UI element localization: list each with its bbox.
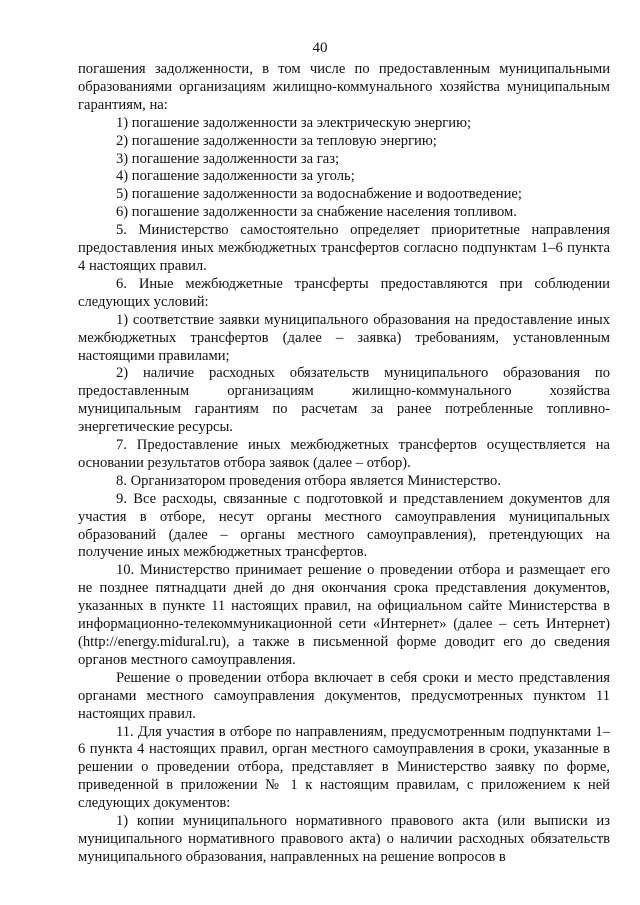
paragraph-10: 10. Министерство принимает решение о проведении отбора и размещает его не позднее пятнадцати дней до дня окончания срока представления документов, указанных в пункте 11 настоящих правил, на официальном сайте Министерства в информационно-телекоммуникационной сети «Интернет» (далее – сеть Интернет) (http://energy.midural.ru), а также в письменной форме доводит его до сведения органов местного самоуправления. xyxy=(78,562,610,668)
paragraph-7: 7. Предоставление иных межбюджетных трансфертов осуществляется на основании результатов отбора заявок (далее – отбор). xyxy=(78,437,610,471)
paragraph-9: 9. Все расходы, связанные с подготовкой и представлением документов для участия в отборе, несут органы местного самоуправления муниципальных образований (далее – органы местного самоуправления), претендующих на получение иных межбюджетных трансфертов. xyxy=(78,490,610,561)
list-item: 3) погашение задолженности за газ; xyxy=(116,150,340,167)
document-body xyxy=(78,61,610,867)
paragraph-6: 6. Иные межбюджетные трансферты предоставляются при соблюдении следующих условий: xyxy=(78,275,610,310)
list-item: 2) погашение задолженности за тепловую энергию; xyxy=(116,132,437,149)
list-item: 1) погашение задолженности за электрическую энергию; xyxy=(116,114,472,131)
list-item: 5) погашение задолженности за водоснабжение и водоотведение; xyxy=(116,186,522,203)
paragraph-6-item-1: 1) соответствие заявки муниципального образования на предоставление иных межбюджетных трансфертов (далее – заявка) требованиям, установленным настоящими правилами; xyxy=(78,311,610,364)
paragraph-5: 5. Министерство самостоятельно определяет приоритетные направления предоставления иных межбюджетных трансфертов согласно подпунктам 1–6 пункта 4 настоящих правил. xyxy=(78,222,610,274)
list-item: 4) погашение задолженности за уголь; xyxy=(116,168,355,185)
paragraph-11: 11. Для участия в отборе по направлениям, предусмотренным подпунктами 1–6 пункта 4 настоящих правил, орган местного самоуправления в сроки, указанные в решении о проведении отбора, представляет в Министерство заявку по форме, приведенной в приложении № 1 к настоящим правилам, с приложением к ней следующих документов: xyxy=(78,723,610,812)
page-number: 40 xyxy=(312,40,328,56)
paragraph-6-item-2: 2) наличие расходных обязательств муниципального образования по предоставленным организациям жилищно-коммунального хозяйства муниципальным гарантиям по расчетам за ранее потребленные топливно-энергетические ресурсы. xyxy=(78,365,610,436)
paragraph-10-note: Решение о проведении отбора включает в себя сроки и место представления органами местного самоуправления документов, предусмотренных пунктом 11 настоящих правил. xyxy=(78,669,610,722)
list-item: 6) погашение задолженности за снабжение населения топливом. xyxy=(116,204,517,221)
paragraph-11-item-1: 1) копии муниципального нормативного правового акта (или выписки из муниципального нормативного правового акта) о наличии расходных обязательств муниципального образования, направленных на решение вопросов в xyxy=(78,813,610,865)
paragraph-continuation: погашения задолженности, в том числе по предоставленным муниципальными образованиями организациям жилищно-коммунального хозяйства муниципальным гарантиям, на: xyxy=(78,61,610,113)
paragraph-8: 8. Организатором проведения отбора является Министерство. xyxy=(116,472,501,489)
